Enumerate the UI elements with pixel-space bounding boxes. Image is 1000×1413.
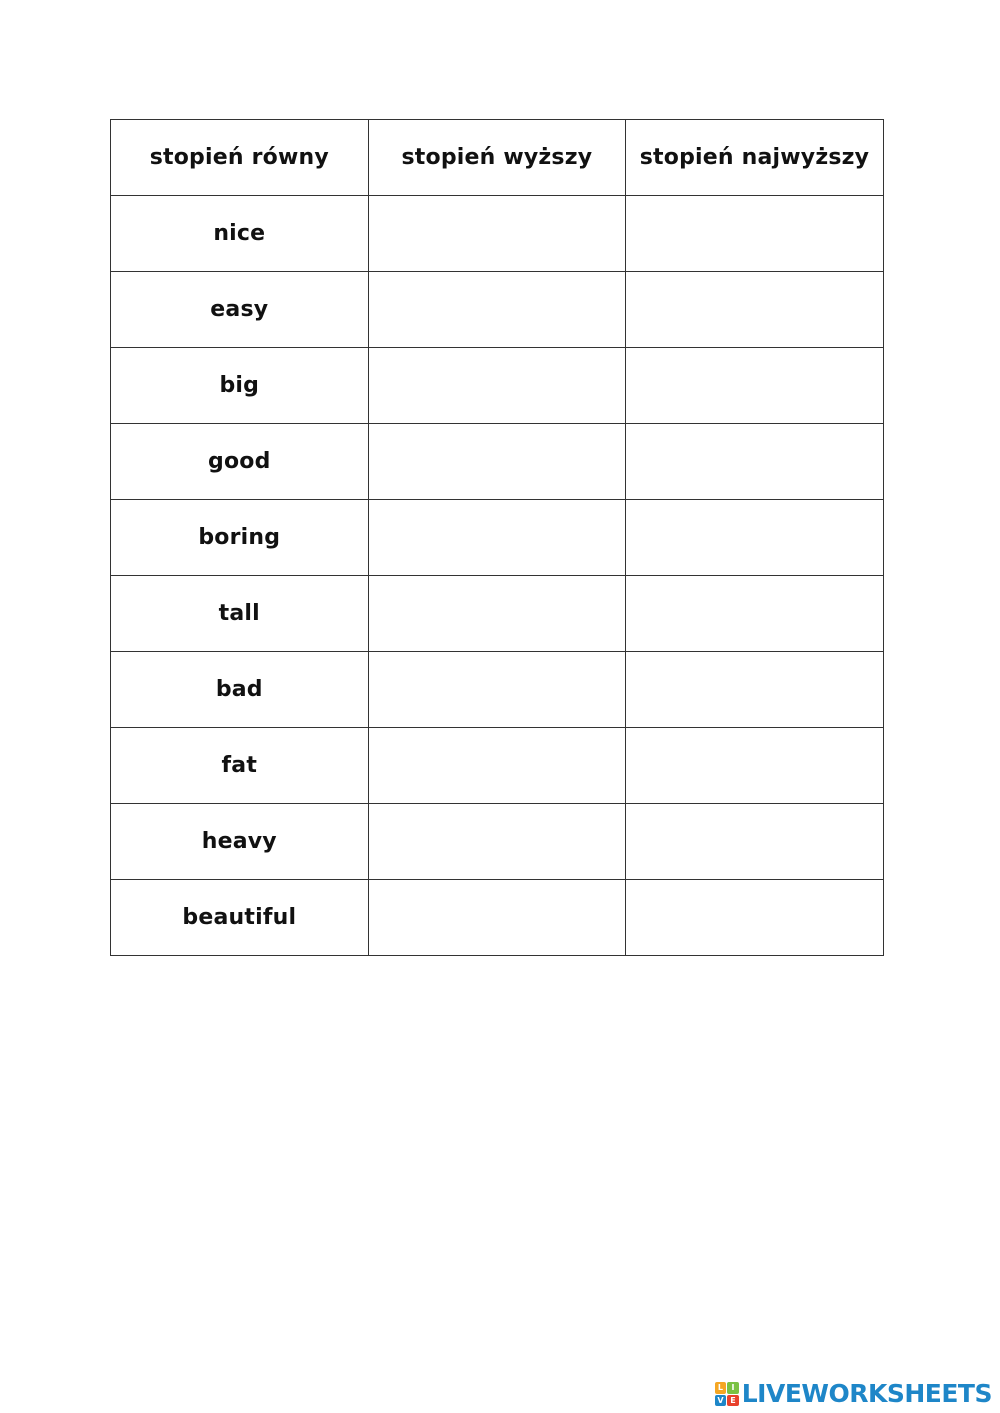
superlative-answer-cell[interactable] — [626, 424, 884, 500]
superlative-answer-cell[interactable] — [626, 500, 884, 576]
comparative-answer-cell[interactable] — [368, 500, 626, 576]
worksheet — [110, 119, 883, 956]
base-adjective-cell: fat — [111, 728, 369, 804]
base-adjective-cell: tall — [111, 576, 369, 652]
comparative-answer-cell[interactable] — [368, 348, 626, 424]
base-adjective-cell: boring — [111, 500, 369, 576]
table-row — [111, 500, 884, 576]
base-adjective-cell: easy — [111, 272, 369, 348]
table-row — [111, 880, 884, 956]
base-adjective-cell: nice — [111, 196, 369, 272]
comparative-answer-cell[interactable] — [368, 424, 626, 500]
degrees-of-comparison-table — [110, 119, 884, 956]
superlative-answer-cell[interactable] — [626, 880, 884, 956]
comparative-answer-cell[interactable] — [368, 196, 626, 272]
liveworksheets-logo-icon — [715, 1382, 739, 1406]
base-adjective-cell: heavy — [111, 804, 369, 880]
logo-tile: V — [715, 1395, 727, 1407]
table-row — [111, 196, 884, 272]
table-body — [111, 196, 884, 956]
superlative-answer-cell[interactable] — [626, 728, 884, 804]
base-adjective-cell: beautiful — [111, 880, 369, 956]
table-row — [111, 728, 884, 804]
superlative-answer-cell[interactable] — [626, 196, 884, 272]
header-row — [111, 120, 884, 196]
superlative-answer-cell[interactable] — [626, 576, 884, 652]
base-adjective-cell: big — [111, 348, 369, 424]
superlative-answer-cell[interactable] — [626, 804, 884, 880]
superlative-answer-cell[interactable] — [626, 348, 884, 424]
comparative-answer-cell[interactable] — [368, 652, 626, 728]
table-row — [111, 348, 884, 424]
comparative-answer-cell[interactable] — [368, 272, 626, 348]
comparative-answer-cell[interactable] — [368, 880, 626, 956]
comparative-answer-cell[interactable] — [368, 804, 626, 880]
table-row — [111, 272, 884, 348]
table-row — [111, 652, 884, 728]
base-adjective-cell: good — [111, 424, 369, 500]
table-row — [111, 804, 884, 880]
comparative-answer-cell[interactable] — [368, 576, 626, 652]
logo-tile: L — [715, 1382, 727, 1394]
header-superlative-degree: stopień najwyższy — [626, 120, 884, 196]
table-row — [111, 424, 884, 500]
superlative-answer-cell[interactable] — [626, 652, 884, 728]
header-positive-degree: stopień równy — [111, 120, 369, 196]
header-comparative-degree: stopień wyższy — [368, 120, 626, 196]
liveworksheets-logo — [715, 1379, 992, 1409]
superlative-answer-cell[interactable] — [626, 272, 884, 348]
logo-tile: I — [727, 1382, 739, 1394]
table-row — [111, 576, 884, 652]
logo-tile: E — [727, 1395, 739, 1407]
liveworksheets-logo-text: LIVEWORKSHEETS — [741, 1379, 992, 1408]
comparative-answer-cell[interactable] — [368, 728, 626, 804]
base-adjective-cell: bad — [111, 652, 369, 728]
